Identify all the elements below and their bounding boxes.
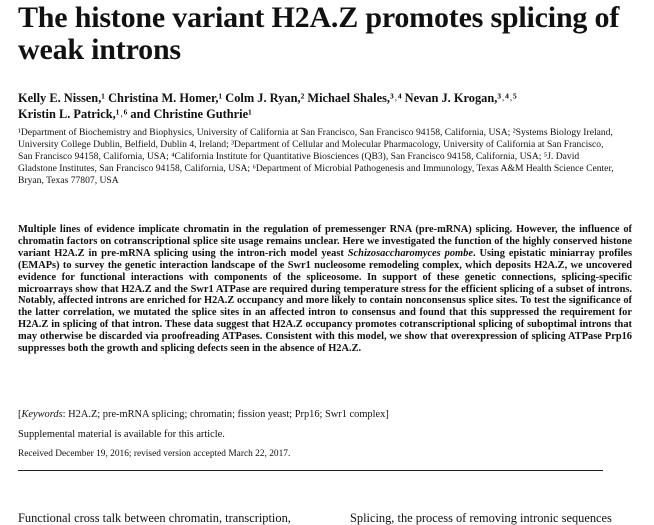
abstract-part-2: . Using epistatic miniarray profiles (EMAPs) to survey the genetic interaction landscape of the Swr1 nucleosome remodeling complex, which deposits H2A.Z, we uncovered evidence for functional interactions with components of the spliceosome. In support of these genetic connections, splicing-specific microarrays show that H2A.Z and the Swr1 ATPase are required during temperature stress for the efficient splicing of a subset of introns. Notably, affected introns are enriched for H2A.Z occupancy and more likely to contain nonconsensus splice sites. To test the significance of the latter correlation, we mutated the splice sites in an affected intron to consensus and found that this suppressed the requirement for H2A.Z in splicing of that intron. These data suggest that H2A.Z occupancy promotes cotranscriptional splicing of suboptimal introns that may otherwise be discarded via proofreading ATPases. Consistent with this model, we show that overexpression of splicing ATPase Prp16 suppresses both the growth and splicing defects seen in the absence of H2A.Z. (18, 247, 632, 355)
author-line-1: Kelly E. Nissen,¹ Christina M. Homer,¹ Colm J. Ryan,² Michael Shales,³˒⁴ Nevan J. Krogan,³˒⁴˒⁵ (18, 91, 517, 105)
keywords-values: H2A.Z; pre-mRNA splicing; chromatin; fission yeast; Prp16; Swr1 complex (68, 409, 386, 420)
keywords-label: Keywords (21, 409, 63, 420)
keywords: [Keywords: H2A.Z; pre-mRNA splicing; chromatin; fission yeast; Prp16; Swr1 complex] (18, 409, 389, 420)
received-dates: Received December 19, 2016; revised version accepted March 22, 2017. (18, 449, 291, 459)
abstract-part-1: Multiple lines of evidence implicate chromatin in the regulation of premessenger RNA (pre-mRNA) splicing. However, the influence of chromatin factors on cotranscriptional splice site usage remains unclear. Here we investigated the function of the highly conserved histone variant H2A.Z in pre-mRNA splicing using the intron-rich model yeast (18, 224, 632, 259)
body-column-right: Splicing, the process of removing intronic sequences (350, 511, 612, 525)
author-line-2: Kristin L. Patrick,¹˒⁶ and Christine Guthrie¹ (18, 107, 252, 121)
abstract-organism: Schizosaccharomyces pombe (347, 247, 473, 259)
body-column-left: Functional cross talk between chromatin, transcription, (18, 511, 291, 525)
section-divider (18, 470, 603, 471)
affiliations: ¹Department of Biochemistry and Biophysics, University of California at San Francisco, San Francisco 94158, California, USA; ²Systems Biology Ireland, University College Dublin, Belfield, Dublin 4, Ireland; ³Department of Cellular and Molecular Pharmacology, University of California at San Francisco, San Francisco 94158, California, USA; ⁴California Institute for Quantitative Biosciences (QB3), San Francisco 94158, California, USA; ⁵J. David Gladstone Institutes, San Francisco 94158, California, USA; ⁶Department of Microbial Pathogenesis and Immunology, Texas A&M Health Science Center, Bryan, Texas 77807, USA (18, 127, 614, 186)
article-title: The histone variant H2A.Z promotes splicing of weak introns (18, 1, 620, 66)
author-list (18, 90, 638, 122)
supplemental-note: Supplemental material is available for this article. (18, 429, 225, 440)
abstract (18, 224, 632, 355)
